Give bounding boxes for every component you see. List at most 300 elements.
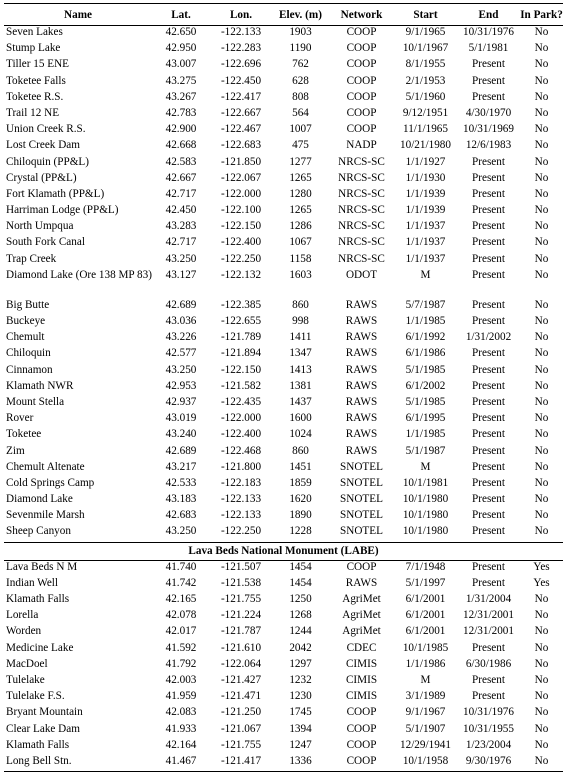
- cell-lat: 42.583: [165, 155, 197, 168]
- cell-network: RAWS: [345, 331, 378, 344]
- header-row: [4, 4, 563, 26]
- cell-lon: -122.385: [220, 298, 262, 311]
- cell-elev: 1454: [289, 560, 312, 573]
- cell-lon: -121.427: [220, 673, 262, 686]
- cell-in-park: No: [534, 395, 549, 408]
- cell-name: Lorella: [6, 609, 39, 622]
- cell-in-park: No: [534, 187, 549, 200]
- cell-lon: -122.435: [220, 395, 262, 408]
- cell-name: Cinnamon: [6, 363, 53, 376]
- cell-name: Long Bell Stn.: [4, 755, 152, 772]
- cell-lat: 43.267: [165, 90, 197, 103]
- cell-elev: 1451: [289, 460, 312, 473]
- cell-end: Present: [472, 58, 505, 71]
- cell-lat: 42.689: [165, 298, 197, 311]
- cell-network: COOP: [346, 58, 377, 71]
- cell-elev: 2042: [289, 641, 312, 654]
- cell-in-park: No: [534, 593, 549, 605]
- cell-name: Zim: [6, 444, 25, 457]
- cell-network: RAWS: [345, 298, 378, 311]
- cell-name: Union Creek R.S.: [6, 123, 86, 136]
- cell-in-park: No: [534, 155, 549, 168]
- cell-in-park: No: [534, 42, 549, 55]
- cell-lon: -122.133: [220, 493, 262, 506]
- cell-in-park: No: [534, 706, 549, 719]
- cell-network: NRCS-SC: [338, 220, 385, 233]
- table-row: [4, 123, 563, 139]
- cell-lon: -122.064: [220, 657, 262, 670]
- cell-elev: 1413: [289, 363, 312, 376]
- cell-lat: 43.217: [165, 460, 197, 473]
- cell-name: Big Butte: [6, 298, 50, 311]
- cell-elev: 1454: [289, 576, 312, 589]
- cell-start: 10/1/1985: [402, 641, 449, 654]
- table-row: [4, 220, 563, 236]
- cell-start: 1/1/1937: [405, 220, 446, 233]
- cell-name: Chiloquin: [6, 347, 51, 360]
- cell-network: RAWS: [345, 315, 378, 327]
- cell-lat: 42.017: [165, 625, 197, 638]
- cell-lat: 42.953: [165, 379, 197, 392]
- cell-start: 9/1/1967: [405, 706, 446, 719]
- cell-elev: 1297: [289, 657, 312, 670]
- cell-lon: -122.132: [220, 268, 262, 281]
- cell-name: Stump Lake: [6, 42, 61, 55]
- cell-name: Lost Creek Dam: [6, 139, 80, 152]
- cell-end: Present: [472, 673, 505, 686]
- cell-elev: 1158: [289, 252, 312, 265]
- cell-lon: -122.133: [220, 26, 262, 38]
- cell-elev: 762: [292, 58, 309, 71]
- cell-in-park: No: [534, 525, 549, 538]
- header-lon: Lon.: [210, 4, 272, 26]
- cell-start: M: [420, 460, 431, 473]
- cell-start: 1/1/1927: [405, 155, 446, 168]
- cell-lon: -122.655: [220, 315, 262, 327]
- cell-lon: -121.250: [220, 706, 262, 719]
- table-row: [4, 156, 563, 172]
- table-row: [4, 75, 563, 91]
- cell-start: 5/1/1987: [405, 444, 446, 457]
- header-lat: Lat.: [152, 4, 210, 26]
- cell-elev: 1603: [289, 268, 312, 281]
- cell-end: Present: [472, 460, 505, 473]
- cell-elev: 1067: [289, 236, 312, 249]
- cell-lon: -122.400: [220, 428, 262, 441]
- table-row: [4, 412, 563, 428]
- cell-network: RAWS: [345, 379, 378, 392]
- cell-name: Diamond Lake (Ore 138 MP 83): [6, 268, 152, 281]
- cell-elev: 1600: [289, 412, 312, 425]
- cell-in-park: No: [534, 722, 549, 735]
- cell-network: NRCS-SC: [338, 236, 385, 249]
- cell-start: 5/1/1960: [405, 90, 446, 103]
- cell-end: Present: [472, 90, 505, 103]
- cell-network: COOP: [346, 738, 377, 751]
- cell-lon: -122.468: [220, 444, 262, 457]
- cell-lon: -121.755: [220, 593, 262, 605]
- cell-start: 10/1/1958: [394, 755, 457, 772]
- cell-lon: -121.224: [220, 609, 262, 622]
- cell-end: Present: [472, 641, 505, 654]
- cell-name: Buckeye: [6, 315, 46, 327]
- cell-network: RAWS: [345, 412, 378, 425]
- cell-end: 10/31/1955: [463, 722, 514, 735]
- cell-start: 7/1/1948: [405, 560, 446, 573]
- cell-end: 1/31/2004: [465, 593, 512, 605]
- cell-end: 12/31/2001: [463, 609, 514, 622]
- cell-in-park: No: [534, 90, 549, 103]
- cell-end: Present: [472, 493, 505, 506]
- cell-elev: 1007: [289, 123, 312, 136]
- cell-end: 1/23/2004: [465, 738, 512, 751]
- cell-network: RAWS: [345, 444, 378, 457]
- cell-lat: 42.668: [165, 139, 197, 152]
- cell-elev: 1620: [289, 493, 312, 506]
- table-header: [4, 4, 563, 26]
- table-row: [4, 525, 563, 542]
- cell-network: SNOTEL: [340, 493, 383, 506]
- cell-start: 6/1/1986: [405, 347, 446, 360]
- cell-network: CDEC: [346, 641, 377, 654]
- cell-lat: 42.577: [165, 347, 197, 360]
- cell-start: 1/1/1937: [405, 252, 446, 265]
- cell-lon: -122.696: [220, 58, 262, 71]
- cell-elev: 1228: [289, 525, 312, 538]
- cell-network: SNOTEL: [340, 460, 383, 473]
- cell-lon: -121.800: [220, 460, 262, 473]
- cell-lon: -122.283: [220, 42, 262, 55]
- cell-network: RAWS: [345, 363, 378, 376]
- cell-elev: 1230: [289, 690, 312, 703]
- cell-lat: 42.003: [165, 673, 197, 686]
- cell-lon: -122.150: [220, 220, 262, 233]
- cell-in-park: No: [520, 755, 563, 772]
- table-row: [4, 299, 563, 315]
- cell-start: 6/1/1995: [405, 412, 446, 425]
- table-row: [4, 42, 563, 58]
- cell-lat: 43.226: [165, 331, 197, 344]
- cell-start: 9/12/1951: [402, 106, 449, 119]
- cell-end: Present: [472, 155, 505, 168]
- cell-elev: 1903: [289, 26, 312, 38]
- cell-lon: -121.789: [220, 331, 262, 344]
- cell-in-park: No: [534, 331, 549, 344]
- cell-lon: -122.683: [220, 139, 262, 152]
- cell-in-park: No: [534, 641, 549, 654]
- cell-name: Diamond Lake: [6, 493, 73, 506]
- cell-network: COOP: [346, 106, 377, 119]
- cell-in-park: No: [534, 625, 549, 638]
- cell-lon: -121.067: [220, 722, 262, 735]
- cell-start: 10/21/1980: [400, 139, 451, 152]
- cell-elev: 1745: [289, 706, 312, 719]
- cell-lon: -122.133: [220, 509, 262, 522]
- cell-start: 12/29/1941: [400, 738, 451, 751]
- cell-lat: 42.689: [165, 444, 197, 457]
- cell-lat: 43.019: [165, 412, 197, 425]
- cell-start: 10/1/1980: [402, 509, 449, 522]
- cell-lat: 43.250: [165, 525, 197, 538]
- cell-lon: -122.000: [220, 187, 262, 200]
- cell-name: Toketee: [6, 428, 42, 441]
- cell-elev: 808: [292, 90, 309, 103]
- cell-start: 5/1/1985: [405, 363, 446, 376]
- cell-in-park: No: [534, 673, 549, 686]
- cell-network: COOP: [346, 560, 377, 573]
- cell-network: AgriMet: [342, 609, 381, 622]
- cell-lat: 41.740: [165, 560, 197, 573]
- table-row: [4, 58, 563, 74]
- header-end: End: [457, 4, 520, 26]
- cell-elev: 1250: [289, 593, 312, 605]
- cell-name: Bryant Mountain: [6, 706, 83, 719]
- table-row: [4, 26, 563, 43]
- cell-in-park: No: [534, 738, 549, 751]
- cell-lon: -122.000: [220, 412, 262, 425]
- table-row: [4, 91, 563, 107]
- cell-elev: 1190: [289, 42, 312, 55]
- cell-name: Harriman Lodge (PP&L): [6, 204, 119, 217]
- cell-start: 10/1/1981: [402, 476, 449, 489]
- cell-name: Trail 12 NE: [6, 106, 60, 119]
- cell-name: Worden: [6, 625, 42, 638]
- cell-in-park: No: [534, 26, 549, 38]
- table-row: [4, 236, 563, 252]
- table-row: [4, 477, 563, 493]
- cell-elev: 1247: [289, 738, 312, 751]
- cell-in-park: No: [534, 106, 549, 119]
- cell-lat: 41.792: [165, 657, 197, 670]
- cell-end: Present: [472, 576, 505, 589]
- cell-network: COOP: [346, 123, 377, 136]
- table-row: [4, 609, 563, 625]
- cell-network: NADP: [346, 139, 377, 152]
- table-row: [4, 658, 563, 674]
- cell-lon: -122.067: [220, 171, 262, 184]
- cell-name: Klamath NWR: [6, 379, 74, 392]
- cell-elev: 1394: [289, 722, 312, 735]
- cell-network: CIMIS: [345, 657, 378, 670]
- cell-end: Present: [472, 509, 505, 522]
- cell-end: 10/31/1976: [463, 26, 514, 38]
- cell-elev: 998: [292, 315, 309, 327]
- cell-end: 6/30/1986: [465, 657, 512, 670]
- cell-lon: -122.467: [220, 123, 262, 136]
- cell-lat: 42.683: [165, 509, 197, 522]
- table-row: [4, 364, 563, 380]
- cell-elev: 1859: [289, 476, 312, 489]
- cell-lat: 43.183: [165, 493, 197, 506]
- cell-lat: 41.933: [165, 722, 197, 735]
- cell-end: 5/1/1981: [468, 42, 509, 55]
- cell-name: Rover: [6, 412, 34, 425]
- cell-in-park: Yes: [533, 560, 550, 573]
- cell-name: Chemult: [6, 331, 45, 344]
- cell-in-park: No: [534, 123, 549, 136]
- cell-end: Present: [472, 298, 505, 311]
- cell-lon: -121.755: [220, 738, 262, 751]
- cell-network: SNOTEL: [340, 525, 383, 538]
- cell-network: COOP: [346, 42, 377, 55]
- table-row: [4, 723, 563, 739]
- cell-in-park: No: [534, 268, 549, 281]
- table-row: [4, 428, 563, 444]
- cell-in-park: No: [534, 428, 549, 441]
- cell-in-park: No: [534, 236, 549, 249]
- cell-lat: 43.250: [165, 252, 197, 265]
- cell-end: Present: [472, 412, 505, 425]
- cell-end: Present: [472, 379, 505, 392]
- table-row: [4, 253, 563, 269]
- cell-start: 5/1/1907: [405, 722, 446, 735]
- cell-in-park: No: [534, 171, 549, 184]
- cell-lat: 41.742: [165, 576, 197, 589]
- cell-in-park: No: [534, 412, 549, 425]
- table-row: [4, 331, 563, 347]
- cell-elev: 1280: [289, 187, 312, 200]
- cell-name: Sheep Canyon: [6, 525, 71, 538]
- cell-network: RAWS: [345, 395, 378, 408]
- table-row: [4, 269, 563, 299]
- cell-elev: 1265: [289, 204, 312, 217]
- cell-network: COOP: [346, 706, 377, 719]
- cell-lon: -122.417: [220, 90, 262, 103]
- table-row: [4, 493, 563, 509]
- section-title: Lava Beds National Monument (LABE): [4, 542, 563, 560]
- table-row: [4, 509, 563, 525]
- cell-network: ODOT: [345, 268, 378, 281]
- cell-start: 2/1/1953: [405, 74, 446, 87]
- cell-network: NRCS-SC: [338, 155, 385, 168]
- cell-end: Present: [472, 268, 505, 281]
- cell-lon: -121.787: [220, 625, 262, 638]
- cell-start: 10/1/1967: [402, 42, 449, 55]
- cell-end: 4/30/1970: [465, 106, 512, 119]
- cell-name: Toketee R.S.: [6, 90, 64, 103]
- cell-end: Present: [472, 428, 505, 441]
- cell-elev: 1381: [289, 379, 312, 392]
- cell-name: Tulelake F.S.: [6, 690, 65, 703]
- cell-name: Clear Lake Dam: [6, 722, 80, 735]
- cell-in-park: No: [534, 74, 549, 87]
- header-elev: Elev. (m): [272, 4, 329, 26]
- header-start: Start: [394, 4, 457, 26]
- cell-name: Klamath Falls: [6, 738, 70, 751]
- table-row: [4, 674, 563, 690]
- cell-start: 6/1/2001: [405, 593, 446, 605]
- cell-end: Present: [472, 363, 505, 376]
- cell-end: Present: [472, 444, 505, 457]
- cell-start: 6/1/2001: [405, 609, 446, 622]
- cell-in-park: No: [534, 690, 549, 703]
- cell-lat: 42.450: [165, 204, 197, 217]
- cell-end: Present: [472, 315, 505, 327]
- cell-network: NRCS-SC: [338, 252, 385, 265]
- cell-name: Cold Springs Camp: [6, 476, 95, 489]
- table-row: [4, 706, 563, 722]
- cell-name: Trap Creek: [6, 252, 57, 265]
- cell-lon: -122.150: [220, 363, 262, 376]
- header-in-park: In Park?: [520, 4, 563, 26]
- cell-name: Lava Beds N M: [6, 560, 78, 573]
- cell-lat: 43.127: [165, 268, 197, 281]
- cell-end: 1/31/2002: [465, 331, 512, 344]
- cell-start: 5/7/1987: [405, 298, 446, 311]
- cell-elev: 1232: [289, 673, 312, 686]
- cell-in-park: No: [534, 298, 549, 311]
- cell-end: Present: [472, 347, 505, 360]
- section-row: [4, 542, 563, 560]
- cell-in-park: No: [534, 657, 549, 670]
- cell-start: 10/1/1980: [402, 525, 449, 538]
- cell-start: 3/1/1989: [405, 690, 446, 703]
- cell-elev: 1286: [289, 220, 312, 233]
- cell-in-park: No: [534, 139, 549, 152]
- cell-end: Present: [472, 560, 505, 573]
- cell-lat: 43.240: [165, 428, 197, 441]
- cell-lat: 41.959: [165, 690, 197, 703]
- cell-start: 5/1/1997: [405, 576, 446, 589]
- cell-lat: 43.283: [165, 220, 197, 233]
- cell-start: 1/1/1986: [405, 657, 446, 670]
- cell-elev: 1437: [289, 395, 312, 408]
- cell-start: 1/1/1985: [405, 315, 446, 327]
- cell-elev: 1024: [289, 428, 312, 441]
- cell-lon: -122.400: [220, 236, 262, 249]
- cell-network: COOP: [329, 755, 394, 772]
- cell-start: 1/1/1930: [405, 171, 446, 184]
- cell-start: 8/1/1955: [405, 58, 446, 71]
- cell-network: NRCS-SC: [338, 171, 385, 184]
- cell-elev: 1336: [272, 755, 329, 772]
- cell-end: Present: [472, 525, 505, 538]
- table-row: [4, 642, 563, 658]
- cell-lat: 42.937: [165, 395, 197, 408]
- cell-start: 6/1/1992: [405, 331, 446, 344]
- cell-name: MacDoel: [6, 657, 48, 670]
- cell-end: Present: [472, 220, 505, 233]
- cell-name: Seven Lakes: [6, 26, 63, 38]
- cell-name: Crystal (PP&L): [6, 171, 77, 184]
- cell-lat: 42.717: [165, 236, 197, 249]
- cell-network: COOP: [346, 26, 377, 38]
- cell-start: 6/1/2001: [405, 625, 446, 638]
- cell-in-park: No: [534, 444, 549, 457]
- cell-lat: 41.467: [152, 755, 210, 772]
- cell-name: Sevenmile Marsh: [6, 509, 85, 522]
- cell-lon: -122.100: [220, 204, 262, 217]
- cell-name: Toketee Falls: [6, 74, 66, 87]
- cell-network: AgriMet: [342, 593, 381, 605]
- cell-in-park: Yes: [533, 576, 550, 589]
- table-row: [4, 739, 563, 755]
- cell-network: CIMIS: [345, 690, 378, 703]
- cell-elev: 1411: [289, 331, 312, 344]
- cell-end: Present: [472, 171, 505, 184]
- cell-lon: -121.582: [220, 379, 262, 392]
- table-row: [4, 690, 563, 706]
- cell-lon: -122.250: [220, 252, 262, 265]
- cell-lon: -121.894: [220, 347, 262, 360]
- table-row: [4, 593, 563, 609]
- cell-lat: 42.078: [165, 609, 197, 622]
- cell-name: South Fork Canal: [6, 236, 85, 249]
- table-row: [4, 396, 563, 412]
- cell-lat: 42.717: [165, 187, 197, 200]
- cell-lat: 43.250: [165, 363, 197, 376]
- cell-elev: 1347: [289, 347, 312, 360]
